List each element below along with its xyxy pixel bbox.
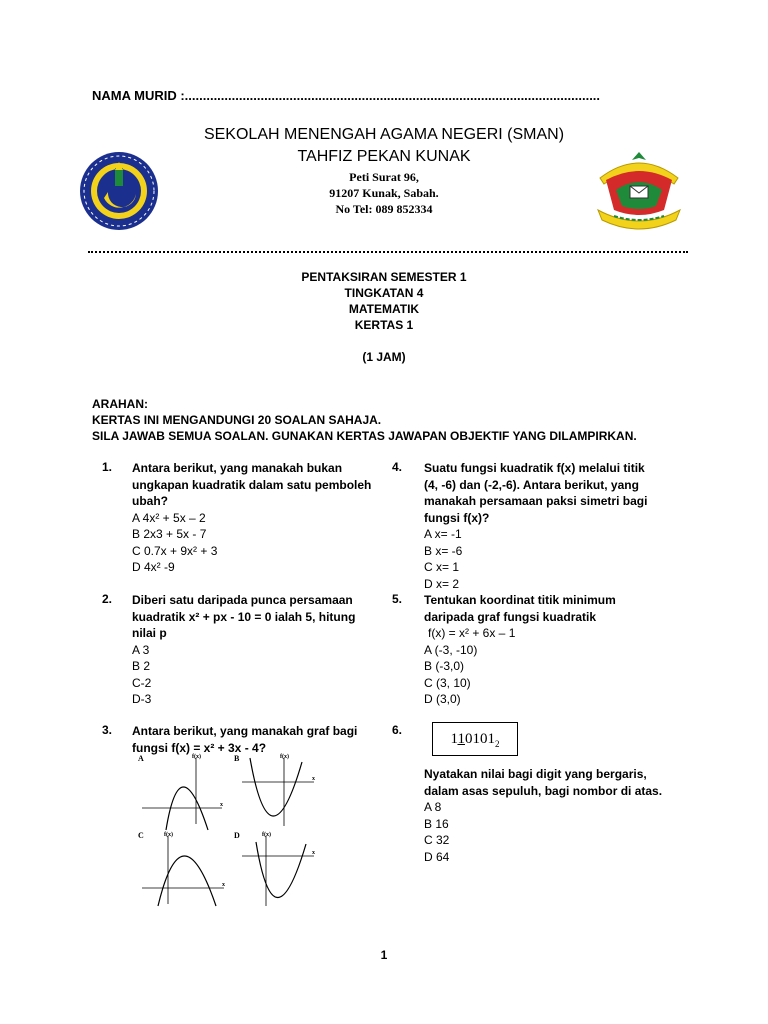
question-4 bbox=[424, 460, 654, 592]
question-4-option-a[interactable]: A x= -1 bbox=[424, 527, 462, 541]
question-5-option-b[interactable]: B (-3,0) bbox=[424, 659, 465, 673]
question-4-stem: Suatu fungsi kuadratik f(x) melalui titik (4, -6) dan (-2,-6). Antara berikut, yang manakah persamaan paksi simetri bagi fungsi f(x)? bbox=[424, 461, 648, 525]
question-5-function: f(x) = x² + 6x – 1 bbox=[428, 626, 516, 640]
graph-b-x-label: x bbox=[312, 776, 315, 782]
exam-form: TINGKATAN 4 bbox=[344, 286, 424, 300]
graph-d-label: D bbox=[234, 831, 240, 840]
question-5-stem: Tentukan koordinat titik minimum daripada graf fungsi kuadratik bbox=[424, 593, 616, 624]
instructions-line-2: SILA JAWAB SEMUA SOALAN. GUNAKAN KERTAS JAWAPAN OBJEKTIF YANG DILAMPIRKAN. bbox=[92, 429, 637, 443]
student-name-line[interactable]: NAMA MURID :................................................................................................................... bbox=[92, 88, 601, 103]
instructions-heading: ARAHAN: bbox=[92, 397, 148, 411]
question-6-stem: Nyatakan nilai bagi digit yang bergaris, dalam asas sepuluh, bagi nombor di atas. bbox=[424, 767, 663, 798]
graph-c-curve[interactable] bbox=[158, 856, 216, 906]
question-2-option-a[interactable]: A 3 bbox=[132, 642, 150, 657]
question-1-option-b[interactable]: B 2x3 + 5x - 7 bbox=[132, 527, 207, 541]
question-1-stem: Antara berikut, yang manakah bukan ungkapan kuadratik dalam satu pemboleh ubah? bbox=[132, 461, 372, 508]
graph-c-x-label: x bbox=[222, 882, 225, 888]
graph-b-curve[interactable] bbox=[250, 758, 302, 816]
question-3-graphs bbox=[134, 752, 318, 908]
instructions-line-1: KERTAS INI MENGANDUNGI 20 SOALAN SAHAJA. bbox=[92, 413, 382, 427]
question-2-option-b[interactable]: B 2 bbox=[132, 659, 151, 673]
graph-c-f-label: f(x) bbox=[164, 832, 173, 838]
graph-a-label: A bbox=[138, 754, 144, 763]
question-6-option-d[interactable]: D 64 bbox=[424, 849, 450, 864]
question-6 bbox=[424, 766, 674, 865]
binary-digits-post: 0101 bbox=[464, 731, 495, 747]
dotted-divider bbox=[88, 251, 688, 253]
question-2-stem: Diberi satu daripada punca persamaan kuadratik x² + px - 10 = 0 ialah 5, hitung nilai p bbox=[132, 593, 356, 640]
question-5 bbox=[424, 592, 654, 708]
question-1-option-a[interactable]: A 4x² + 5x – 2 bbox=[132, 510, 206, 525]
school-name-line2: TAHFIZ PEKAN KUNAK bbox=[297, 148, 471, 165]
graph-a-x-label: x bbox=[220, 802, 223, 808]
graph-a-curve[interactable] bbox=[166, 787, 208, 830]
address-line-1: Peti Surat 96, bbox=[349, 170, 419, 184]
address-phone: No Tel: 089 852334 bbox=[335, 202, 433, 216]
question-4-option-c[interactable]: C x= 1 bbox=[424, 560, 460, 574]
graph-d-x-label: x bbox=[312, 850, 315, 856]
school-name: SEKOLAH MENENGAH AGAMA NEGERI (SMAN) bbox=[203, 126, 565, 143]
address-line-2: 91207 Kunak, Sabah. bbox=[329, 186, 439, 200]
question-4-number: 4. bbox=[392, 460, 403, 474]
binary-base: 2 bbox=[494, 739, 500, 749]
page-number: 1 bbox=[380, 948, 388, 962]
question-5-option-c[interactable]: C (3, 10) bbox=[424, 675, 471, 690]
question-6-option-c[interactable]: C 32 bbox=[424, 833, 450, 847]
question-5-number: 5. bbox=[392, 592, 403, 606]
graph-d-curve[interactable] bbox=[256, 842, 306, 898]
graph-b-label: B bbox=[234, 754, 240, 763]
question-2-number: 2. bbox=[102, 592, 113, 606]
question-1-option-c[interactable]: C 0.7x + 9x² + 3 bbox=[132, 543, 218, 558]
question-3-number: 3. bbox=[102, 723, 113, 737]
question-1-option-d[interactable]: D 4x² -9 bbox=[132, 560, 175, 574]
question-6-option-a[interactable]: A 8 bbox=[424, 800, 442, 814]
question-4-option-d[interactable]: D x= 2 bbox=[424, 576, 460, 591]
question-6-number: 6. bbox=[392, 723, 403, 737]
question-2-option-d[interactable]: D-3 bbox=[132, 692, 152, 706]
exam-paper: KERTAS 1 bbox=[354, 318, 414, 332]
graph-c-label: C bbox=[138, 831, 144, 840]
question-1-number: 1. bbox=[102, 460, 113, 474]
question-6-option-b[interactable]: B 16 bbox=[424, 816, 449, 831]
exam-subject: MATEMATIK bbox=[348, 302, 420, 316]
exam-duration: (1 JAM) bbox=[362, 350, 406, 364]
question-3-stem: Antara berikut, yang manakah graf bagi fungsi f(x) = x² + 3x - 4? bbox=[132, 724, 358, 755]
binary-digit-underlined: 1 bbox=[457, 731, 465, 747]
graph-a-f-label: f(x) bbox=[192, 754, 201, 760]
graph-d-f-label: f(x) bbox=[262, 832, 271, 838]
binary-digits-pre: 1 bbox=[450, 731, 458, 747]
question-5-option-a[interactable]: A (-3, -10) bbox=[424, 642, 478, 657]
graph-b-f-label: f(x) bbox=[280, 754, 289, 760]
question-4-option-b[interactable]: B x= -6 bbox=[424, 543, 463, 558]
exam-title: PENTAKSIRAN SEMESTER 1 bbox=[301, 270, 467, 284]
question-1 bbox=[132, 460, 382, 576]
question-5-option-d[interactable]: D (3,0) bbox=[424, 692, 461, 706]
question-2 bbox=[132, 592, 382, 708]
question-2-option-c[interactable]: C-2 bbox=[132, 675, 152, 690]
binary-number-box bbox=[432, 722, 518, 756]
